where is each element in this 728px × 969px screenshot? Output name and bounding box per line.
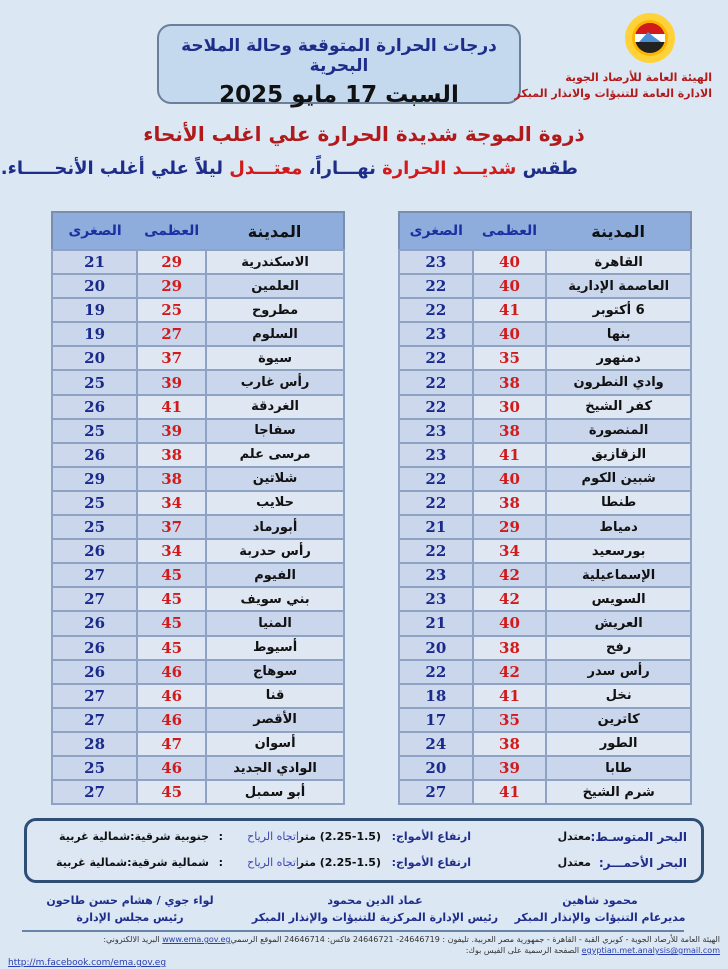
min-temp: 27 <box>52 587 137 611</box>
wind-value: جنوبية شرقية:شمالية غربية <box>59 830 209 843</box>
header-city: المدينة <box>206 212 344 250</box>
email-label: البريد الالكتروني: <box>103 935 163 944</box>
weather-summary <box>1 158 578 179</box>
table-row <box>52 611 344 635</box>
signature-name: لواء جوي / هشام حسن طاحون <box>46 894 214 907</box>
summary-hot: شديـــد الحرارة <box>382 158 517 179</box>
max-temp: 34 <box>473 539 547 563</box>
table-row <box>399 708 691 732</box>
facebook-label: الصفحة الرسمية على الفيس بوك: <box>465 946 582 955</box>
max-temp: 34 <box>137 539 206 563</box>
table-row <box>52 467 344 491</box>
table-row <box>52 274 344 298</box>
city-name: العلمين <box>206 274 344 298</box>
signature-title: مديرعام التنبؤات والإنذار المبكر <box>514 911 686 924</box>
max-temp: 40 <box>473 250 547 274</box>
min-temp: 26 <box>52 443 137 467</box>
city-name: سوهاج <box>206 660 344 684</box>
max-temp: 34 <box>137 491 206 515</box>
city-name: شرم الشيخ <box>546 780 691 804</box>
max-temp: 38 <box>473 370 547 394</box>
table-row <box>399 539 691 563</box>
table-row <box>399 780 691 804</box>
table-row <box>52 322 344 346</box>
table-row <box>52 636 344 660</box>
max-temp: 42 <box>473 587 547 611</box>
min-temp: 27 <box>399 780 473 804</box>
max-temp: 41 <box>473 298 547 322</box>
city-name: قنا <box>206 684 344 708</box>
min-temp: 20 <box>52 346 137 370</box>
max-temp: 40 <box>473 274 547 298</box>
table-row <box>52 660 344 684</box>
max-temp: 41 <box>473 443 547 467</box>
footer-contact <box>8 934 720 969</box>
table-row <box>399 467 691 491</box>
max-temp: 38 <box>473 419 547 443</box>
max-temp: 45 <box>137 587 206 611</box>
signature-title: رئيس الإدارة المركزية للتنبؤات والإنذار المبكر <box>251 911 499 924</box>
min-temp: 25 <box>52 491 137 515</box>
table-row <box>52 298 344 322</box>
max-temp: 25 <box>137 298 206 322</box>
city-name: حلايب <box>206 491 344 515</box>
min-temp: 26 <box>52 636 137 660</box>
sea-state: معتدل <box>557 856 591 869</box>
city-name: وادي النطرون <box>546 370 691 394</box>
min-temp: 26 <box>52 395 137 419</box>
table-row <box>52 780 344 804</box>
email-link[interactable]: egyptian.met.analysis@gmail.com <box>581 946 720 955</box>
city-name: العريش <box>546 611 691 635</box>
city-name: بورسعيد <box>546 539 691 563</box>
table-row <box>52 732 344 756</box>
max-temp: 42 <box>473 660 547 684</box>
min-temp: 23 <box>399 587 473 611</box>
signature-name: عماد الدين محمود <box>327 894 423 907</box>
max-temp: 45 <box>137 636 206 660</box>
max-temp: 38 <box>473 636 547 660</box>
min-temp: 26 <box>52 539 137 563</box>
min-temp: 22 <box>399 346 473 370</box>
table-row <box>52 395 344 419</box>
max-temp: 30 <box>473 395 547 419</box>
table-row <box>399 298 691 322</box>
city-name: نخل <box>546 684 691 708</box>
max-temp: 37 <box>137 515 206 539</box>
min-temp: 21 <box>52 250 137 274</box>
wind-label: اتجاه الرياح <box>247 830 299 843</box>
min-temp: 25 <box>52 756 137 780</box>
website-link[interactable]: www.ema.gov.eg <box>162 935 231 944</box>
max-temp: 38 <box>473 732 547 756</box>
min-temp: 27 <box>52 708 137 732</box>
min-temp: 22 <box>399 491 473 515</box>
city-name: السويس <box>546 587 691 611</box>
city-name: 6 أكتوبر <box>546 298 691 322</box>
city-name: الأقصر <box>206 708 344 732</box>
city-name: الاسكندرية <box>206 250 344 274</box>
wave-label: ارتفاع الأمواج: <box>391 856 471 869</box>
city-name: شبين الكوم <box>546 467 691 491</box>
summary-part: طقس <box>516 158 578 179</box>
min-temp: 26 <box>52 611 137 635</box>
org-line-2: الادارة العامة للتنبؤات والانذار المبكر <box>514 87 712 100</box>
table-row <box>399 370 691 394</box>
city-name: شلاتين <box>206 467 344 491</box>
max-temp: 41 <box>473 780 547 804</box>
table-row <box>52 756 344 780</box>
city-name: سفاجا <box>206 419 344 443</box>
min-temp: 18 <box>399 684 473 708</box>
min-temp: 17 <box>399 708 473 732</box>
sea-row-red-sea <box>27 856 701 876</box>
city-name: أبو سمبل <box>206 780 344 804</box>
table-row <box>399 684 691 708</box>
city-name: رأس غارب <box>206 370 344 394</box>
min-temp: 22 <box>399 539 473 563</box>
city-name: المنصورة <box>546 419 691 443</box>
city-name: بني سويف <box>206 587 344 611</box>
title-box <box>157 24 521 108</box>
city-name: رأس حدربة <box>206 539 344 563</box>
min-temp: 27 <box>52 563 137 587</box>
city-name: دمنهور <box>546 346 691 370</box>
max-temp: 39 <box>137 370 206 394</box>
ema-logo-icon <box>624 12 676 64</box>
signature-name: محمود شاهين <box>562 894 638 907</box>
city-name: الفيوم <box>206 563 344 587</box>
table-row <box>399 587 691 611</box>
summary-part: ليلاً علي أغلب الأنحـــــاء. <box>0 158 230 179</box>
min-temp: 19 <box>52 322 137 346</box>
summary-mild: معتـــدل <box>229 158 303 179</box>
min-temp: 25 <box>52 370 137 394</box>
table-row <box>52 346 344 370</box>
max-temp: 35 <box>473 346 547 370</box>
sea-row-mediterranean <box>27 830 701 850</box>
max-temp: 40 <box>473 611 547 635</box>
city-name: مطروح <box>206 298 344 322</box>
header-min: الصغرى <box>52 212 137 250</box>
footer-address: الهيئة العامة للأرصاد الجوية - كوبري القبة - القاهرة - جمهورية مصر العربية. تليفون : 24646719- 24646721 فاكس: 24646714 الموقع الرسمي <box>230 935 720 944</box>
city-name: أسيوط <box>206 636 344 660</box>
min-temp: 23 <box>399 419 473 443</box>
table-row <box>399 491 691 515</box>
table-row <box>399 322 691 346</box>
city-name: الوادي الجديد <box>206 756 344 780</box>
min-temp: 29 <box>52 467 137 491</box>
max-temp: 40 <box>473 467 547 491</box>
wave-label: ارتفاع الأمواج: <box>391 830 471 843</box>
city-name: الإسماعيلية <box>546 563 691 587</box>
table-row <box>399 563 691 587</box>
min-temp: 22 <box>399 370 473 394</box>
organization-name <box>515 70 712 102</box>
city-name: طنطا <box>546 491 691 515</box>
city-name: العاصمة الإدارية <box>546 274 691 298</box>
min-temp: 22 <box>399 395 473 419</box>
city-name: دمياط <box>546 515 691 539</box>
headline: ذروة الموجة شديدة الحرارة علي اغلب الأنحاء <box>143 122 585 146</box>
city-name: السلوم <box>206 322 344 346</box>
forecast-date: السبت 17 مايو 2025 <box>219 82 459 108</box>
city-name: رأس سدر <box>546 660 691 684</box>
wind-value: شمالية شرقية:شمالية غربية <box>56 856 209 869</box>
table-row <box>52 539 344 563</box>
max-temp: 46 <box>137 756 206 780</box>
min-temp: 28 <box>52 732 137 756</box>
table-row <box>52 443 344 467</box>
min-temp: 20 <box>399 636 473 660</box>
table-row <box>52 684 344 708</box>
min-temp: 21 <box>399 515 473 539</box>
city-name: مرسى علم <box>206 443 344 467</box>
max-temp: 42 <box>473 563 547 587</box>
signature-central-head <box>240 892 510 926</box>
wave-value: (2.25-1.5) متر <box>297 830 381 843</box>
max-temp: 40 <box>473 322 547 346</box>
temperature-table-right <box>398 211 692 805</box>
table-row <box>399 636 691 660</box>
header-max: العظمى <box>137 212 206 250</box>
header-min: الصغرى <box>399 212 473 250</box>
wind-separator: : <box>218 856 223 869</box>
sea-conditions-box <box>24 818 704 883</box>
min-temp: 23 <box>399 250 473 274</box>
signature-title: رئيس مجلس الإدارة <box>76 911 184 924</box>
table-row <box>399 250 691 274</box>
wave-value: (2.25-1.5) متر <box>297 856 381 869</box>
table-row <box>52 708 344 732</box>
city-name: أسوان <box>206 732 344 756</box>
min-temp: 19 <box>52 298 137 322</box>
table-row <box>399 611 691 635</box>
city-name: أبورماد <box>206 515 344 539</box>
city-name: المنيا <box>206 611 344 635</box>
table-row <box>52 587 344 611</box>
sea-state: معتدل <box>557 830 591 843</box>
max-temp: 45 <box>137 611 206 635</box>
table-row <box>399 443 691 467</box>
max-temp: 38 <box>137 443 206 467</box>
min-temp: 23 <box>399 322 473 346</box>
table-row <box>399 395 691 419</box>
table-row <box>399 346 691 370</box>
min-temp: 27 <box>52 684 137 708</box>
signature-chairman <box>40 892 220 926</box>
max-temp: 46 <box>137 660 206 684</box>
max-temp: 38 <box>137 467 206 491</box>
city-name: كفر الشيخ <box>546 395 691 419</box>
table-row <box>52 419 344 443</box>
header-max: العظمى <box>473 212 547 250</box>
city-name: الغردقة <box>206 395 344 419</box>
city-name: الطور <box>546 732 691 756</box>
min-temp: 20 <box>52 274 137 298</box>
temperature-table-left <box>51 211 345 805</box>
min-temp: 22 <box>399 660 473 684</box>
min-temp: 21 <box>399 611 473 635</box>
min-temp: 22 <box>399 274 473 298</box>
max-temp: 46 <box>137 708 206 732</box>
min-temp: 26 <box>52 660 137 684</box>
max-temp: 46 <box>137 684 206 708</box>
sea-name: البحر المتوسـط: <box>590 830 687 844</box>
table-row <box>52 491 344 515</box>
table-row <box>52 515 344 539</box>
table-row <box>399 419 691 443</box>
max-temp: 38 <box>473 491 547 515</box>
min-temp: 23 <box>399 563 473 587</box>
facebook-line <box>8 957 720 969</box>
city-name: رفح <box>546 636 691 660</box>
sea-name: البحر الأحمـــر: <box>598 856 687 870</box>
city-name: سيوة <box>206 346 344 370</box>
max-temp: 27 <box>137 322 206 346</box>
min-temp: 24 <box>399 732 473 756</box>
max-temp: 29 <box>137 250 206 274</box>
org-line-1: الهيئة العامة للأرصاد الجوية <box>565 71 712 84</box>
min-temp: 25 <box>52 515 137 539</box>
city-name: الزقازيق <box>546 443 691 467</box>
table-row <box>399 756 691 780</box>
min-temp: 27 <box>52 780 137 804</box>
table-row <box>52 250 344 274</box>
header-city: المدينة <box>546 212 691 250</box>
max-temp: 29 <box>137 274 206 298</box>
footer-divider <box>22 930 684 932</box>
table-row <box>399 274 691 298</box>
table-row <box>399 515 691 539</box>
signature-general-manager <box>510 892 690 926</box>
wind-separator: : <box>218 830 223 843</box>
min-temp: 22 <box>399 467 473 491</box>
city-name: طابا <box>546 756 691 780</box>
max-temp: 41 <box>137 395 206 419</box>
max-temp: 47 <box>137 732 206 756</box>
wind-label: اتجاه الرياح <box>247 856 299 869</box>
max-temp: 41 <box>473 684 547 708</box>
facebook-link[interactable]: http://m.facebook.com/ema.gov.eg <box>8 958 167 968</box>
table-row <box>399 660 691 684</box>
city-name: القاهرة <box>546 250 691 274</box>
city-name: كاترين <box>546 708 691 732</box>
table-row <box>52 370 344 394</box>
min-temp: 20 <box>399 756 473 780</box>
max-temp: 39 <box>473 756 547 780</box>
min-temp: 23 <box>399 443 473 467</box>
max-temp: 37 <box>137 346 206 370</box>
max-temp: 29 <box>473 515 547 539</box>
max-temp: 45 <box>137 563 206 587</box>
max-temp: 45 <box>137 780 206 804</box>
min-temp: 22 <box>399 298 473 322</box>
table-row <box>52 563 344 587</box>
table-row <box>399 732 691 756</box>
min-temp: 25 <box>52 419 137 443</box>
summary-part: نهـــاراً، <box>302 158 383 179</box>
max-temp: 39 <box>137 419 206 443</box>
max-temp: 35 <box>473 708 547 732</box>
city-name: بنها <box>546 322 691 346</box>
page-title: درجات الحرارة المتوقعة وحالة الملاحة البحرية <box>181 36 497 76</box>
